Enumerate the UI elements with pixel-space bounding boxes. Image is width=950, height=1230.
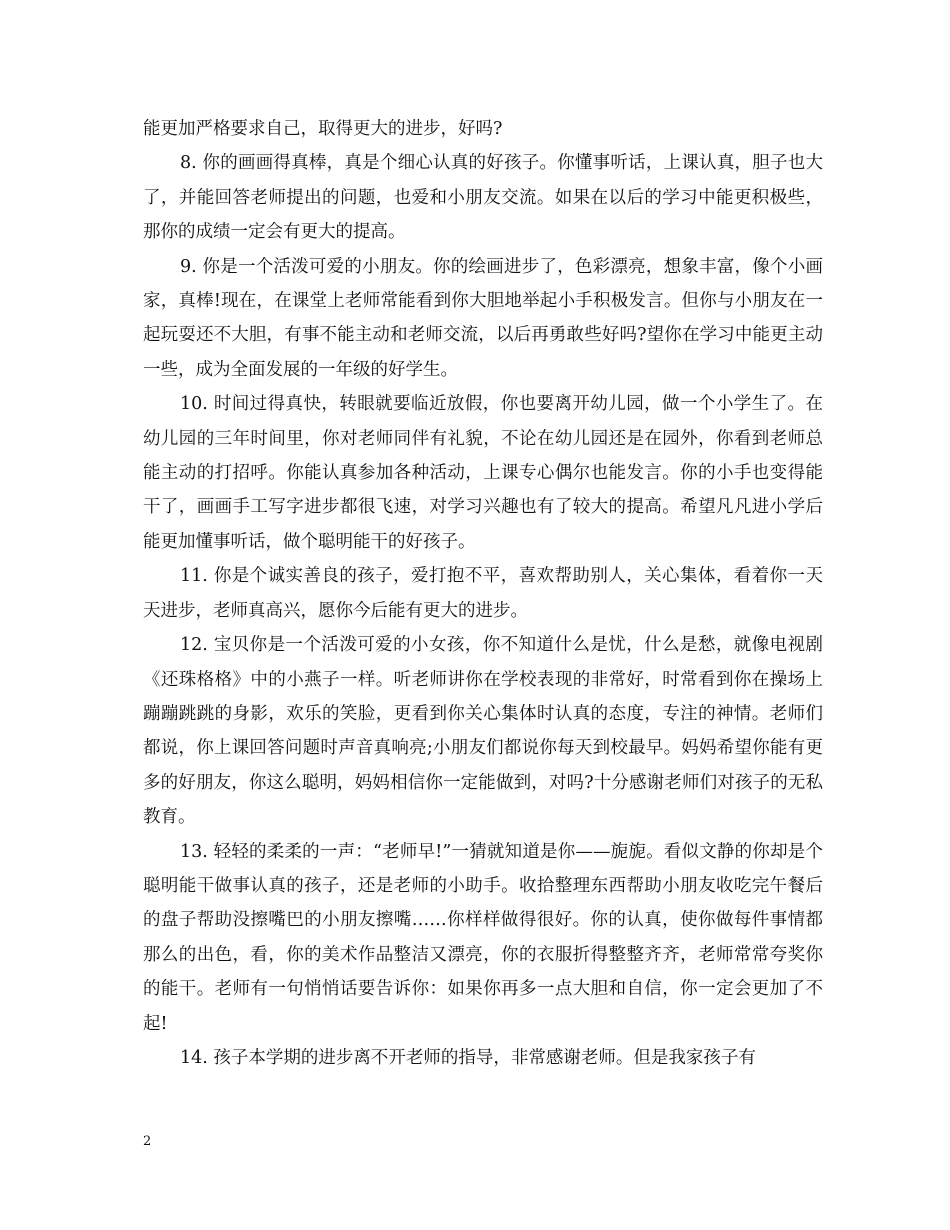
- paragraph-item-12: 12. 宝贝你是一个活泼可爱的小女孩，你不知道什么是忧，什么是愁，就像电视剧《还珠格格》中的小燕子一样。听老师讲你在学校表现的非常好，时常看到你在操场上蹦蹦跳跳的身影，欢乐的笑脸，更看到你关心集体时认真的态度，专注的神情。老师们都说，你上课回答问题时声音真响亮;小朋友们都说你每天到校最早。妈妈希望你能有更多的好朋友，你这么聪明，妈妈相信你一定能做到，对吗?十分感谢老师们对孩子的无私教育。: [143, 635, 823, 828]
- paragraph-continuation: 能更加严格要求自己，取得更大的进步，好吗?: [143, 119, 503, 139]
- paragraph-item-13: 13. 轻轻的柔柔的一声：“老师早!”一猜就知道是你——旎旎。看似文静的你却是个聪明能干做事认真的孩子，还是老师的小助手。收拾整理东西帮助小朋友收吃完午餐后的盘子帮助没擦嘴巴的小朋友擦嘴……你样样做得很好。你的认真，使你做每件事情都那么的出色，看，你的美术作品整洁又漂亮，你的衣服折得整整齐齐，老师常常夸奖你的能干。老师有一句悄悄话要告诉你：如果你再多一点大胆和自信，你一定会更加了不起!: [143, 841, 823, 1034]
- paragraph-item-9: 9. 你是一个活泼可爱的小朋友。你的绘画进步了，色彩漂亮，想象丰富，像个小画家，真棒!现在，在课堂上老师常能看到你大胆地举起小手积极发言。但你与小朋友在一起玩耍还不大胆，有事不能主动和老师交流，以后再勇敢些好吗?望你在学习中能更主动一些，成为全面发展的一年级的好学生。: [143, 256, 823, 380]
- document-body: [143, 112, 823, 1075]
- paragraph-item-8: 8. 你的画画得真棒，真是个细心认真的好孩子。你懂事听话，上课认真，胆子也大了，并能回答老师提出的问题，也爱和小朋友交流。如果在以后的学习中能更积极些，那你的成绩一定会有更大的提高。: [143, 153, 823, 243]
- paragraph-item-14: 14. 孩子本学期的进步离不开老师的指导，非常感谢老师。但是我家孩子有: [180, 1047, 756, 1068]
- page-number: 2: [143, 1134, 152, 1149]
- paragraph-item-11: 11. 你是个诚实善良的孩子，爱打抱不平，喜欢帮助别人，关心集体，看着你一天天进步，老师真高兴，愿你今后能有更大的进步。: [143, 566, 823, 621]
- paragraph-item-10: 10. 时间过得真快，转眼就要临近放假，你也要离开幼儿园，做一个小学生了。在幼儿园的三年时间里，你对老师同伴有礼貌，不论在幼儿园还是在园外，你看到老师总能主动的打招呼。你能认真参加各种活动，上课专心偶尔也能发言。你的小手也变得能干了，画画手工写字进步都很飞速，对学习兴趣也有了较大的提高。希望凡凡进小学后能更加懂事听话，做个聪明能干的好孩子。: [143, 394, 823, 552]
